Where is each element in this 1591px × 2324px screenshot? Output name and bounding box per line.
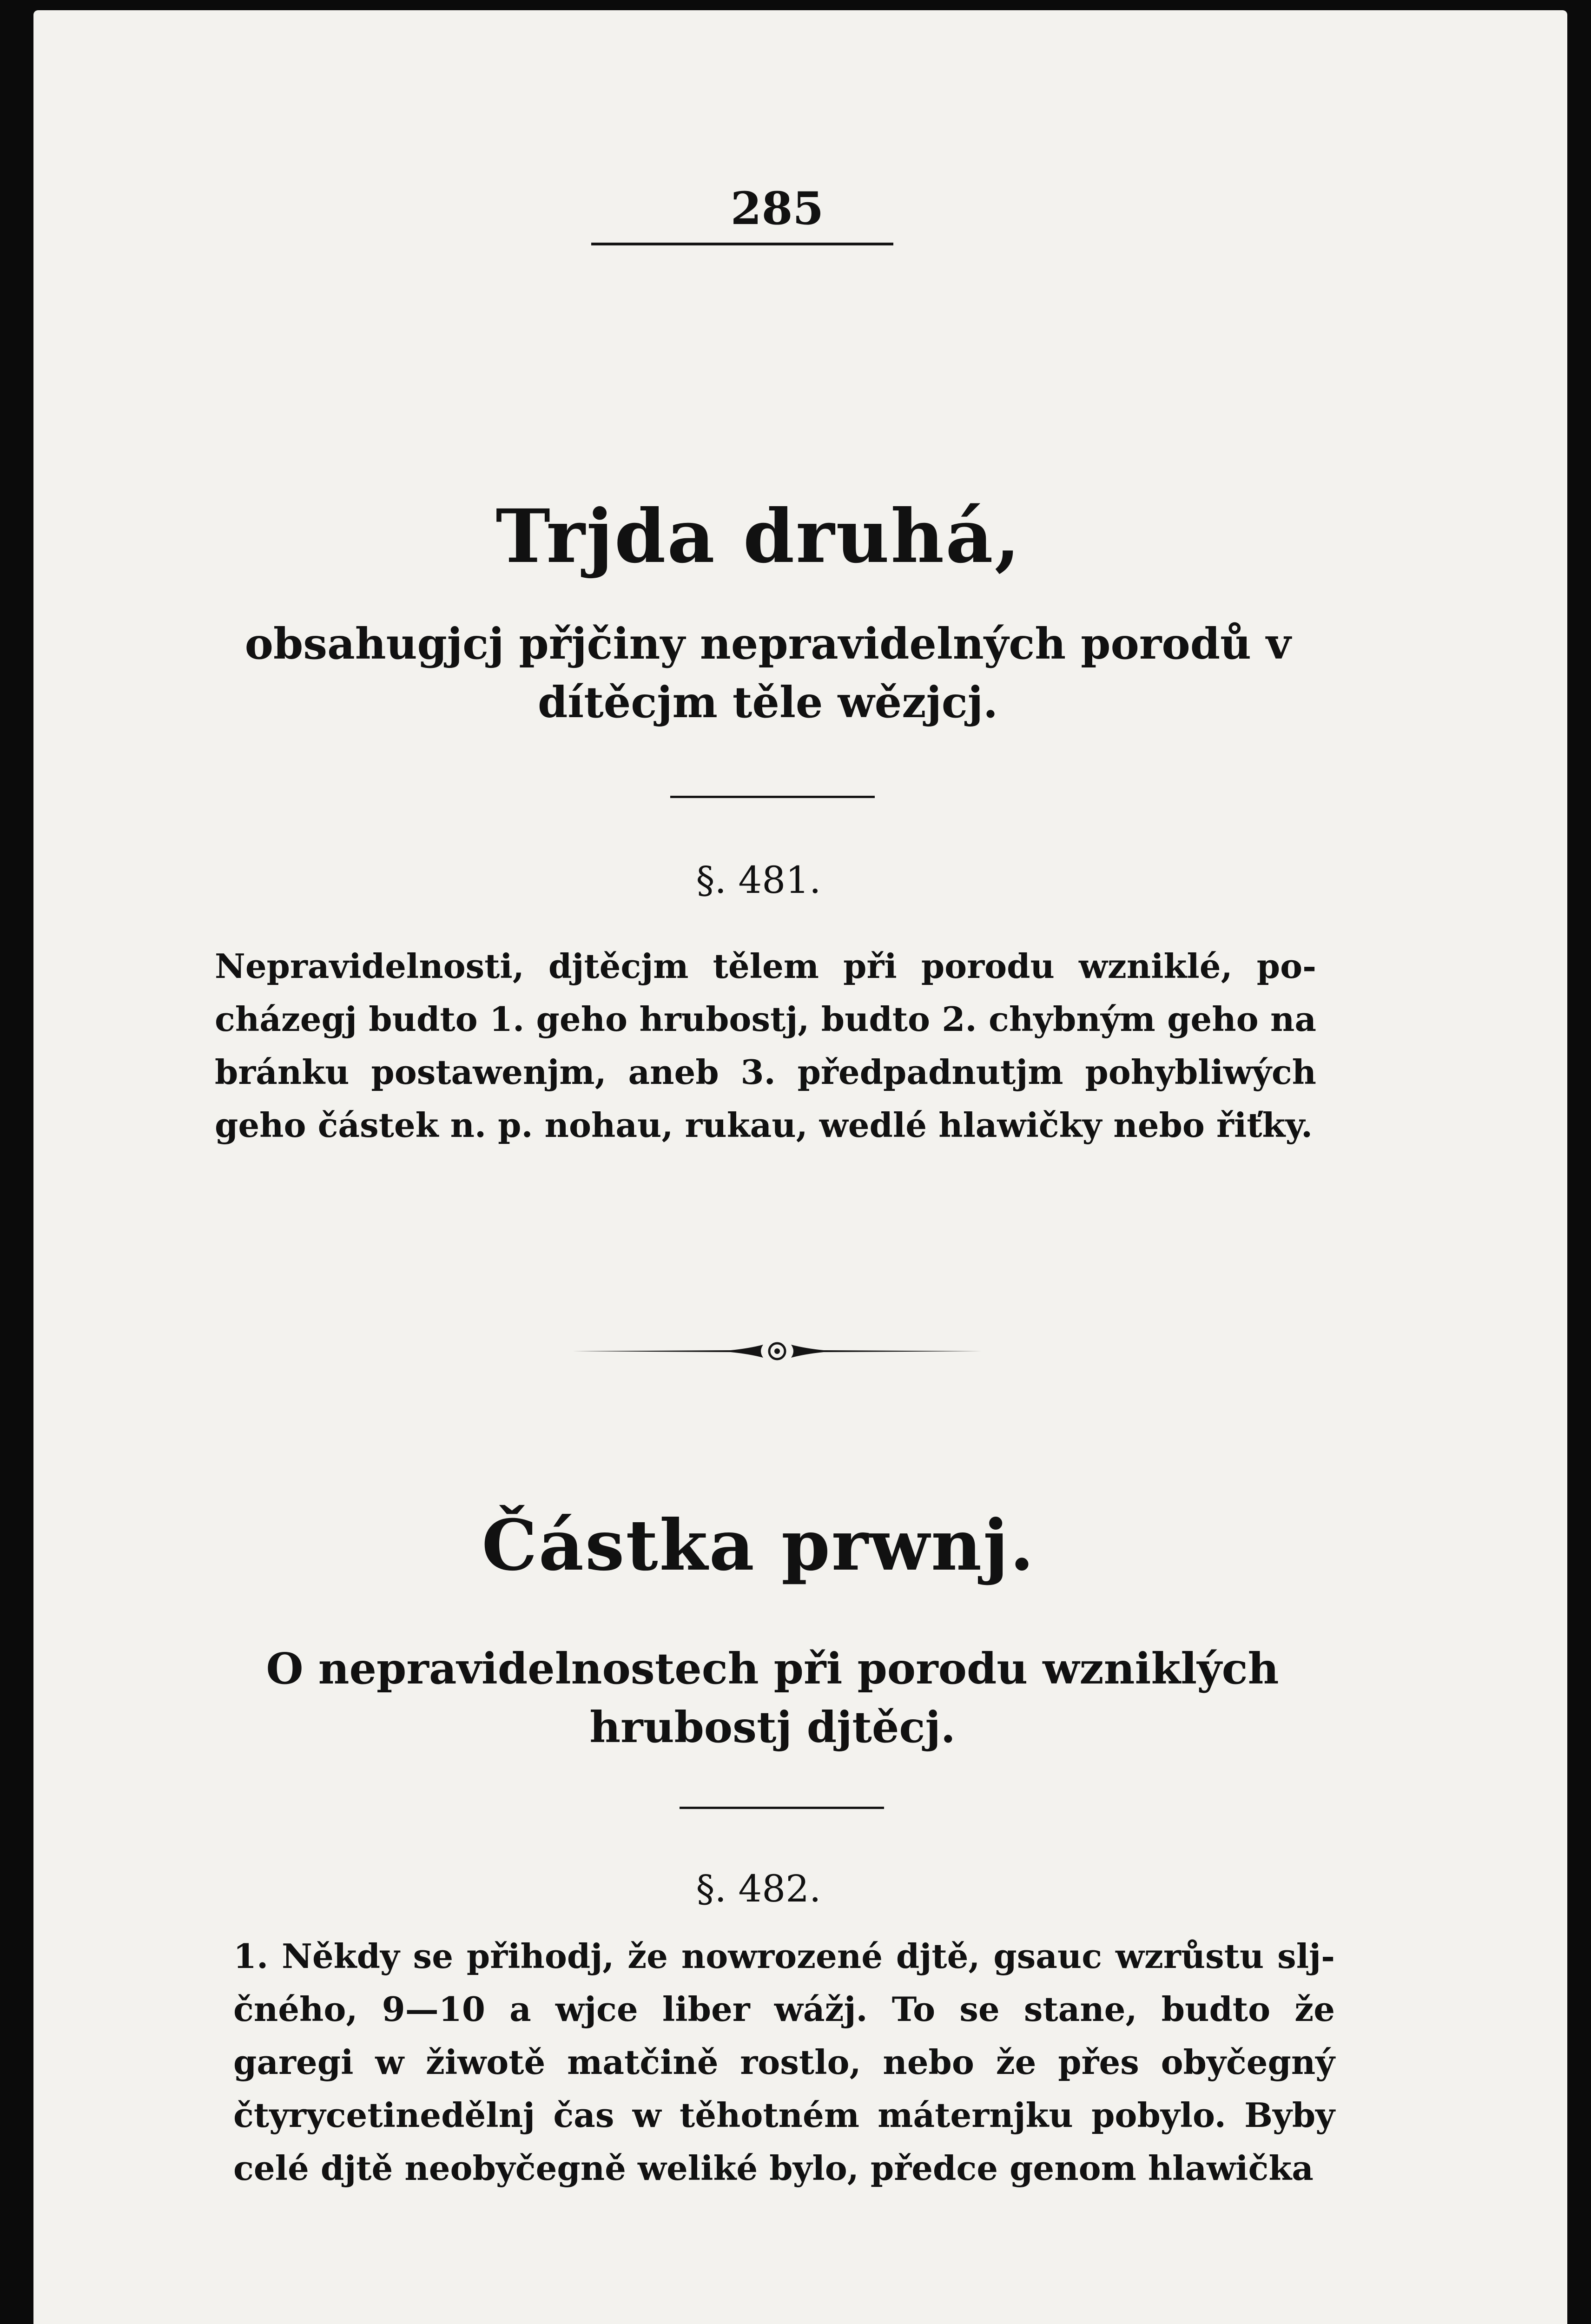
page-number-rule <box>591 243 893 245</box>
fleuron-divider-icon <box>573 1328 982 1374</box>
section-481: §. 481. <box>696 858 821 902</box>
book-page <box>33 10 1567 2324</box>
part-title: Částka prwnj. <box>482 1505 1036 1586</box>
section-rule-a <box>670 796 875 798</box>
paragraph-481: Nepravidelnosti, djtěcjm tělem při porodu wzniklé, pocházegj budto 1. geho hrubostj, budto 2. chybným geho na bránku postawenjm, aneb 3. předpadnutjm pohybliwých geho částek n. p. nohau, rukau, wedlé hlawičky nebo řiťky. <box>215 946 1316 1145</box>
paragraph-482: 1. Někdy se přihodj, že nowrozené djtě, gsauc wzrůstu sljčného, 9—10 a wjce liber wážj. To se stane, budto že garegi w žiwotě matčině rostlo, nebo že přes obyčegný čtyrycetinedělnj čas w těhotném máternjku pobylo. Byby celé djtě neobyčegně weliké bylo, předce genom hlawička <box>233 1936 1335 2188</box>
page-number: 285 <box>730 182 824 235</box>
class-subtitle: obsahugjcj přjčiny nepravidelných porodů v dítěcjm těle wězjcj. <box>244 619 1291 727</box>
part-subtitle: O nepravidelnostech při porodu wzniklých hrubostj djtěcj. <box>266 1644 1279 1752</box>
section-rule-b <box>680 1807 884 1809</box>
class-title: Trjda druhá, <box>495 494 1022 580</box>
section-482: §. 482. <box>696 1867 821 1910</box>
